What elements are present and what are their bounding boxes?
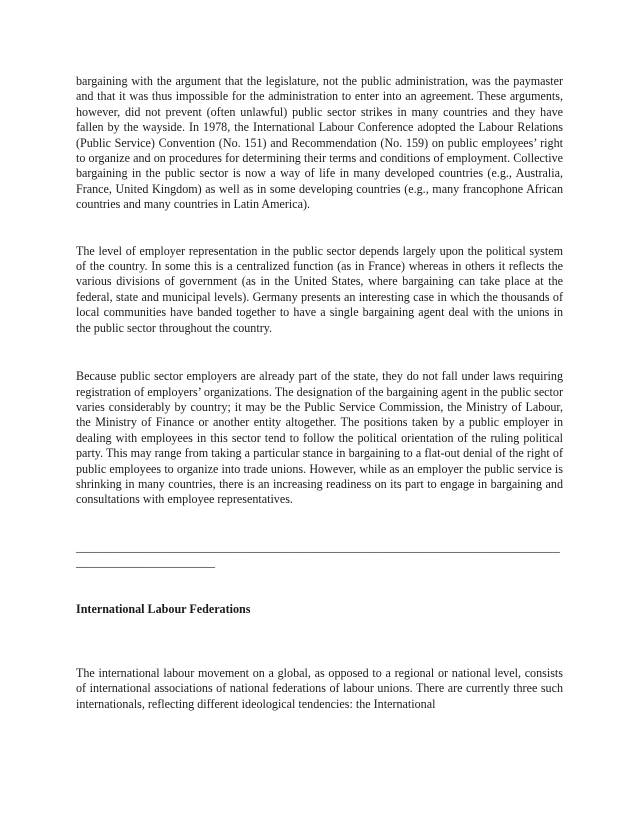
document-page	[76, 74, 563, 712]
paragraph-public-sector-bargaining: bargaining with the argument that the legislature, not the public administration, was the paymaster and that it was thus impossible for the administration to enter into an agreement. These arguments, however, did not prevent (often unlawful) public sector strikes in many countries and they have fallen by the wayside. In 1978, the International Labour Conference adopted the Labour Relations (Public Service) Convention (No. 151) and Recommendation (No. 159) on public employees’ right to organize and on procedures for determining their terms and conditions of employment. Collective bargaining in the public sector is now a way of life in many developed countries (e.g., Australia, France, United Kingdom) as well as in some developing countries (e.g., many francophone African countries and many countries in Latin America).	[76, 74, 563, 212]
section-heading: International Labour Federations	[76, 601, 251, 616]
separator-line: _______________________________________________________________________________________________________	[76, 539, 560, 570]
paragraph-public-sector-employers: Because public sector employers are already part of the state, they do not fall under laws requiring registration of employers’ organizations. The designation of the bargaining agent in the public sector varies considerably by country; it may be the Public Service Commission, the Ministry of Labour, the Ministry of Finance or another entity altogether. The positions taken by a public employer in dealing with employees in this sector tend to follow the political orientation of the ruling political party. This may range from taking a particular stance in bargaining to a flat-out denial of the right of public employees to organize into trade unions. However, while as an employer the public service is shrinking in many countries, there is an increasing readiness on its part to engage in bargaining and consultations with employee representatives.	[76, 369, 563, 507]
paragraph-employer-representation: The level of employer representation in the public sector depends largely upon the political system of the country. In some this is a centralized function (as in France) whereas in others it reflects the various divisions of government (as in the United States, where bargaining can take place at the federal, state and municipal levels). Germany presents an interesting case in which the thousands of local communities have banded together to have a single bargaining agent deal with the unions in the public sector throughout the country.	[76, 243, 563, 335]
paragraph-international-labour-movement: The international labour movement on a global, as opposed to a regional or national level, consists of international associations of national federations of labour unions. There are currently three such internationals, reflecting different ideological tendencies: the International	[76, 665, 563, 711]
